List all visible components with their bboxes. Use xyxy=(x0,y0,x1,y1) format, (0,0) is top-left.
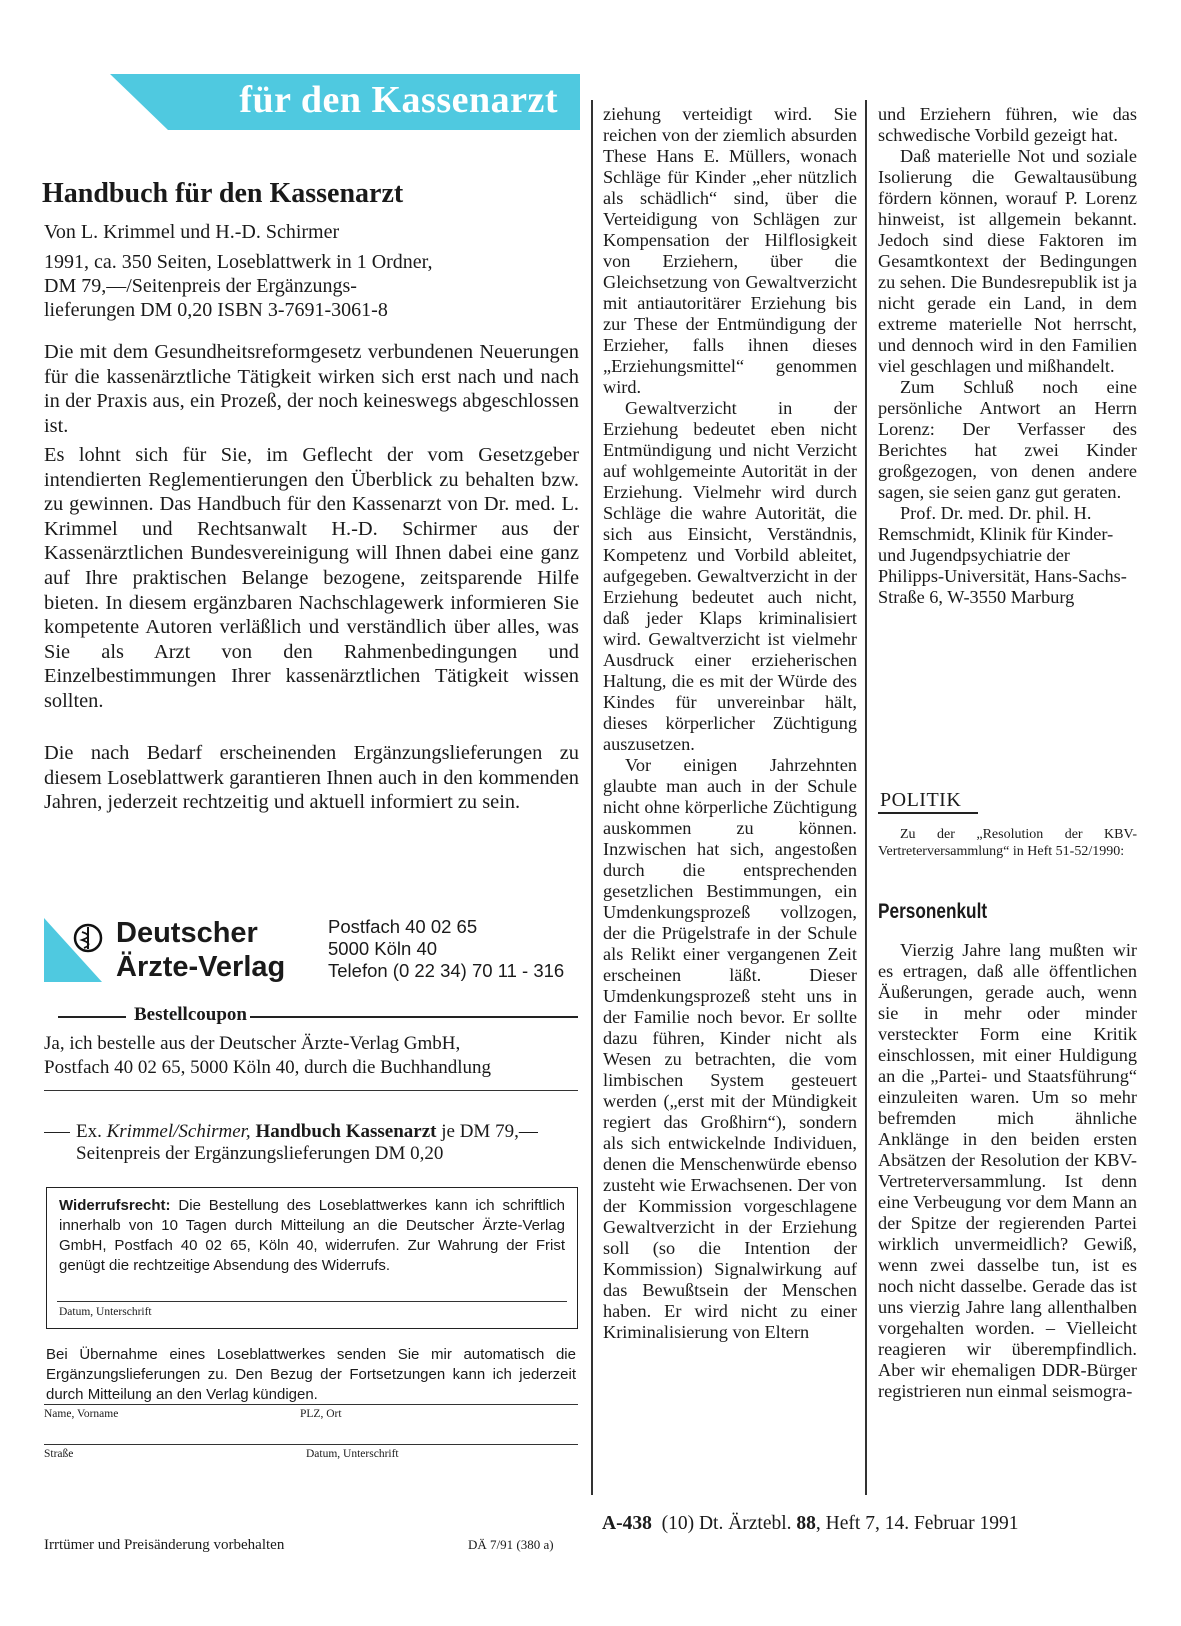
column-rule-2 xyxy=(865,100,867,1495)
page-footer xyxy=(602,1513,1018,1535)
coupon-order-item xyxy=(44,1120,584,1143)
item-price: je DM 79,— xyxy=(436,1121,538,1142)
article-column-3 xyxy=(878,104,1137,608)
street-field-label: Straße xyxy=(44,1448,74,1460)
withdrawal-signature-line[interactable] xyxy=(57,1301,567,1302)
withdrawal-signature-label: Datum, Unterschrift xyxy=(59,1306,152,1318)
item-prefix: Ex. xyxy=(76,1121,107,1142)
book-title: Handbuch für den Kassenarzt xyxy=(42,178,404,209)
letter-title: Personenkult xyxy=(878,900,988,923)
coupon-header-rule-right xyxy=(250,1016,578,1018)
street-field-line[interactable] xyxy=(44,1444,578,1445)
letter-reference: Zu der „Resolution der KBV-Vertreterversammlung“ in Heft 51-52/1990: xyxy=(878,827,1137,859)
coupon-disclaimer: Irrtümer und Preisänderung vorbehalten xyxy=(44,1537,285,1553)
book-authors: Von L. Krimmel und H.-D. Schirmer xyxy=(44,221,340,243)
header-banner xyxy=(110,74,580,130)
quantity-blank[interactable] xyxy=(44,1132,70,1133)
item-authors: Krimmel/Schirmer, xyxy=(106,1121,251,1142)
subscription-note: Bei Übernahme eines Loseblattwerkes senden Sie mir automatisch die Ergänzungslieferungen zu. Den Bezug der Fortsetzungen kann ich jederzeit durch Mitteilung an den Verlag kündigen. xyxy=(46,1346,576,1403)
ad-paragraph-1: Die mit dem Gesundheitsreformgesetz verbundenen Neuerungen für die kassenärztliche Tätigkeit wirken sich erst nach und nach in der Praxis aus, ein Prozeß, der noch keineswegs abgeschlossen ist. xyxy=(44,341,579,437)
article-paragraph: und Erziehern führen, wie das schwedische Vorbild gezeigt hat. xyxy=(878,104,1137,145)
article-paragraph: Vor einigen Jahrzehnten glaubte man auch in der Schule nicht ohne körperliche Züchtigung auskommen zu können. Inzwischen hat sich, angestoßen durch die entsprechenden gesetzlichen Bestimmungen, ein Umdenkungsprozeß vollzogen, der die Prügelstrafe in der Schule als Relikt einer vergangenen Zeit erscheinen läßt. Dieser Umdenkungsprozeß steht uns in der Familie noch bevor. Er sollte dazu führen, Kinder nicht als Wesen zu betrachten, die vom limbischen System gesteuert werden („erst mit der Mündigkeit regiert das Großhirn“), sondern als sich entwickelnde Individuen, denen die Menschenwürde ebenso zusteht wie Erwachsenen. Der von der Kommission vorgeschlagene Gewaltverzicht in der Erziehung soll (so die Intention der Kommission) Signalwirkung auf das Bewußtsein der Menschen haben. Er wird nicht zu einer Kriminalisierung von Eltern xyxy=(603,755,857,1342)
plz-field-label: PLZ, Ort xyxy=(300,1408,342,1420)
coupon-header-rule-left xyxy=(58,1016,126,1018)
name-field-line[interactable] xyxy=(44,1404,578,1405)
column-rule-1 xyxy=(591,100,593,1495)
section-label-rule xyxy=(878,812,978,814)
author-signature: Prof. Dr. med. Dr. phil. H. Remschmidt, Klinik für Kinder- und Jugendpsychiatrie der Philipps-Universität, Hans-Sachs-Straße 6, W-3550 Marburg xyxy=(878,503,1127,607)
article-paragraph: Gewaltverzicht in der Erziehung bedeutet eben nicht Entmündigung und nicht Verzicht auf wohlgemeinte Autorität in der Erziehung. Vielmehr wird durch Schläge die wahre Autorität, die sich aus Einsicht, Verständnis, Kompetenz und Vorbild ableitet, aufgegeben. Gewaltverzicht in der Erziehung bedeutet auch nicht, daß jeder Klaps kriminalisiert wird. Gewaltverzicht ist vielmehr Ausdruck einer erzieherischen Haltung, die es mit der Würde des Kindes für unvereinbar hält, dieses körperlicher Züchtigung auszusetzen. xyxy=(603,398,857,754)
publisher-address xyxy=(328,916,564,982)
section-label: POLITIK xyxy=(880,789,962,811)
journal-issue-b: , Heft 7, 14. Februar 1991 xyxy=(815,1513,1019,1534)
ad-paragraph-3: Die nach Bedarf erscheinenden Ergänzungslieferungen zu diesem Loseblattwerk garantieren Ihnen auch in den kommenden Jahren, jederzeit rechtzeitig und aktuell informiert zu sein. xyxy=(44,742,579,814)
caduceus-icon xyxy=(44,918,104,986)
coupon-order-text: Ja, ich bestelle aus der Deutscher Ärzte-Verlag GmbH, Postfach 40 02 65, 5000 Köln 40, durch die Buchhandlung xyxy=(44,1033,491,1078)
date-field-label: Datum, Unterschrift xyxy=(306,1448,399,1460)
article-paragraph: Zum Schluß noch eine persönliche Antwort an Herrn Lorenz: Der Verfasser des Berichtes hat zwei Kinder großgezogen, von denen andere sagen, sie seien ganz gut geraten. xyxy=(878,377,1137,502)
letter-body: Vierzig Jahre lang mußten wir es ertragen, daß alle öffentlichen Äußerungen, gerade auch, wenn sie in mehr oder minder versteckter Form eine Kritik einschlossen, mit einer Huldigung an die „Partei- und Staatsführung“ einzuleiten waren. Um so mehr befremden mich ähnliche Anklänge in den beiden ersten Absätzen der Resolution der KBV-Vertreterversammlung. Ist denn eine Verbeugung vor dem Mann an der Spitze der regierenden Partei wirklich unvermeidlich? Gewiß, wenn zwei dasselbe tun, ist es noch nicht dasselbe. Gerade das ist uns vierzig Jahre lang allenthalben vorgehalten worden. – Vielleicht reagieren wir überempfindlich. Aber wir ehemaligen DDR-Bürger registrieren nun einmal seismogra- xyxy=(878,940,1137,1401)
item-title: Handbuch Kassenarzt xyxy=(255,1121,437,1142)
withdrawal-body: Die Bestellung des Loseblattwerkes kann ich schriftlich innerhalb von 10 Tagen durch Mitteilung an die Deutscher Ärzte-Verlag GmbH, Postfach 40 02 65, Köln 40, widerrufen. Zur Wahrung der Frist genügt die rechtzeitige Absendung des Widerrufs. xyxy=(59,1197,565,1274)
ad-paragraph-2: Es lohnt sich für Sie, im Geflecht der vom Gesetzgeber intendierten Reglementierungen den Überblick zu behalten bzw. zu gewinnen. Das Handbuch für den Kassenarzt von Dr. med. L. Krimmel und Rechtsanwalt H.-D. Schirmer aus der Kassenärztlichen Bundesvereinigung will Ihnen dabei eine ganz auf Ihre praktischen Belange bezogene, zeitsparende Hilfe bieten. In diesem ergänzbaren Nachschlagewerk informieren Sie kompetente Autoren verläßlich und verständlich über alles, was Sie als Arzt von den Rahmenbedingungen und Einzelbestimmungen Ihrer kassenärztlichen Tätigkeit wissen sollten. xyxy=(44,444,579,712)
coupon-header xyxy=(44,1004,578,1028)
withdrawal-box xyxy=(46,1187,578,1329)
coupon-write-line[interactable] xyxy=(44,1090,578,1091)
journal-volume: 88 xyxy=(796,1513,816,1534)
page-number: A-438 xyxy=(602,1513,652,1534)
book-details: 1991, ca. 350 Seiten, Loseblattwerk in 1 Ordner, DM 79,—/Seitenpreis der Ergänzungs- lieferungen DM 0,20 ISBN 3-7691-3061-8 xyxy=(44,251,433,321)
publisher-phone: Telefon (0 22 34) 70 11 - 316 xyxy=(328,960,565,981)
publisher-postfach: Postfach 40 02 65 xyxy=(328,916,478,937)
name-field-label: Name, Vorname xyxy=(44,1408,119,1420)
publisher-name xyxy=(116,916,285,984)
article-paragraph: ziehung verteidigt wird. Sie reichen von der ziemlich absurden These Hans E. Müllers, wonach Schläge für Kinder „eher nützlich als schädlich“ sind, über die Verteidigung von Schlägen zur Kompensation der Hilflosigkeit von Erziehern, über die Gleichsetzung von Gewaltverzicht mit antiautoritärer Erziehung bis zur These der Entmündigung der Erzieher, falls ihnen dieses „Erziehungsmittel“ genommen wird. xyxy=(603,104,857,397)
article-column-2 xyxy=(603,104,857,1343)
publisher-city: 5000 Köln 40 xyxy=(328,938,438,959)
publisher-name-line-1: Deutscher xyxy=(116,917,258,949)
banner-title: für den Kassenarzt xyxy=(239,79,558,121)
coupon-code: DÄ 7/91 (380 a) xyxy=(468,1537,554,1552)
withdrawal-text xyxy=(59,1196,565,1276)
withdrawal-label: Widerrufsrecht: xyxy=(59,1197,171,1214)
publisher-name-line-2: Ärzte-Verlag xyxy=(116,951,286,983)
journal-issue-a: (10) Dt. Ärztebl. xyxy=(651,1513,797,1534)
coupon-title: Bestellcoupon xyxy=(134,1004,247,1025)
article-paragraph: Daß materielle Not und soziale Isolierung die Gewaltausübung fördern können, worauf P. Lorenz hinweist, ist allgemein bekannt. Jedoch sind diese Faktoren im Gesamtkontext der Bedingungen zu sehen. Die Bundesrepublik ist ja nicht gerade ein Land, in dem extreme materielle Not herrscht, und dennoch wird in den Familien viel geschlagen und mißhandelt. xyxy=(878,146,1137,376)
item-supplement-price: Seitenpreis der Ergänzungslieferungen DM 0,20 xyxy=(76,1143,444,1164)
